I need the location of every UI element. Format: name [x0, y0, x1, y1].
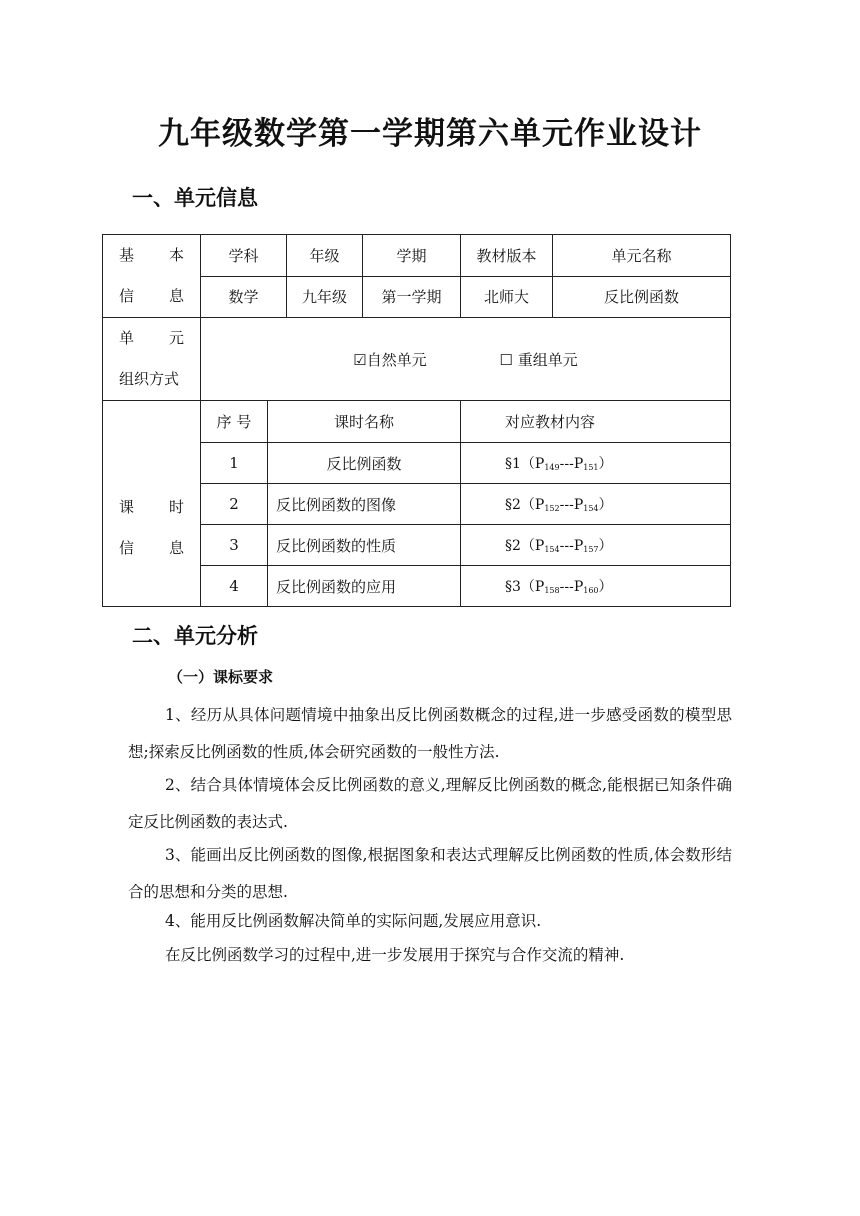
requirement-paragraph-3: 3、能画出反比例函数的图像,根据图象和表达式理解反比例函数的性质,体会数形结合的思想和分类的思想. [128, 846, 732, 901]
natural-unit-checkbox[interactable]: ☑自然单元 [353, 350, 427, 369]
lesson-name: 反比例函数的应用 [268, 566, 461, 607]
section-heading-unit-info: 一、单元信息 [132, 186, 258, 210]
requirement-paragraph-1: 1、经历从具体问题情境中抽象出反比例函数概念的过程,进一步感受函数的模型思想;探索反比例函数的性质,体会研究函数的一般性方法. [128, 706, 732, 761]
organization-label-cell: 单 元 组织方式 [103, 318, 201, 401]
value-unit-name: 反比例函数 [553, 276, 731, 318]
lesson-textbook-pages: $\S 1(P_{149}---P_{151})$ [461, 443, 731, 484]
lesson-name: 反比例函数的图像 [268, 484, 461, 525]
lesson-number: 1 [201, 443, 268, 484]
header-grade: 年级 [287, 235, 363, 277]
lesson-textbook-pages: $\S 3(P_{158}---P_{160})$ [461, 566, 731, 607]
basic-info-label-cell: 基 本 信 息 [103, 235, 201, 318]
value-textbook-edition: 北师大 [461, 276, 553, 318]
value-subject: 数学 [201, 276, 287, 318]
requirement-paragraph-5: 在反比例函数学习的过程中,进一步发展用于探究与合作交流的精神. [165, 946, 625, 964]
lesson-name: 反比例函数的性质 [268, 525, 461, 566]
lesson-header-content: 对应教材内容 [461, 401, 731, 443]
requirement-paragraph-2: 2、结合具体情境体会反比例函数的意义,理解反比例函数的概念,能根据已知条件确定反比例函数的表达式. [128, 776, 732, 831]
lesson-number: 2 [201, 484, 268, 525]
organization-options-cell [201, 318, 731, 401]
subsection-heading-curriculum-requirements: （一）课标要求 [168, 668, 274, 686]
section-heading-unit-analysis: 二、单元分析 [132, 624, 258, 648]
lesson-number: 4 [201, 566, 268, 607]
requirement-paragraph-4: 4、能用反比例函数解决简单的实际问题,发展应用意识. [165, 912, 542, 930]
lesson-name: 反比例函数 [268, 443, 461, 484]
regroup-unit-checkbox[interactable]: ☐ 重组单元 [499, 350, 578, 369]
value-grade: 九年级 [287, 276, 363, 318]
lesson-info-label-cell: 课 时 信 息 [103, 401, 201, 607]
lesson-header-name: 课时名称 [268, 401, 461, 443]
page-title: 九年级数学第一学期第六单元作业设计 [158, 116, 702, 152]
unit-info-table [102, 234, 731, 607]
lesson-header-number: 序 号 [201, 401, 268, 443]
lesson-textbook-pages: $\S 2(P_{152}---P_{154})$ [461, 484, 731, 525]
header-textbook-edition: 教材版本 [461, 235, 553, 277]
header-term: 学期 [363, 235, 461, 277]
lesson-textbook-pages: $\S 2(P_{154}---P_{157})$ [461, 525, 731, 566]
header-subject: 学科 [201, 235, 287, 277]
value-term: 第一学期 [363, 276, 461, 318]
lesson-number: 3 [201, 525, 268, 566]
header-unit-name: 单元名称 [553, 235, 731, 277]
